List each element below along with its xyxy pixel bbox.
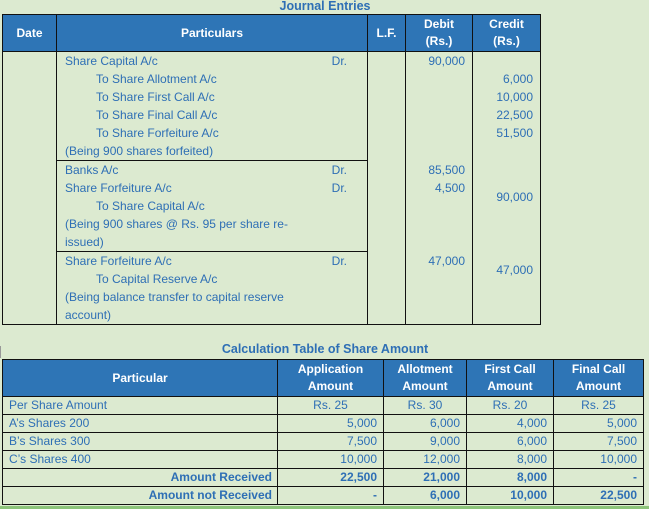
debit-amount: 4,500 (434, 180, 466, 195)
header-first-call (467, 360, 554, 397)
entry-line: Share Capital A/c (65, 54, 158, 68)
dr-label: Dr. (331, 54, 348, 68)
journal-table (2, 14, 541, 325)
debit-amount: 47,000 (428, 253, 466, 268)
entry-line: To Capital Reserve A/c (96, 272, 218, 286)
first-call-cell: 8,000 (467, 451, 554, 469)
header-credit-line1: Credit (489, 17, 524, 31)
allotment-cell: 9,000 (384, 433, 467, 451)
credit-cell (473, 161, 541, 252)
header-allotment (384, 360, 467, 397)
first-call-cell: 10,000 (467, 487, 554, 505)
entry-line: To Share Capital A/c (96, 199, 205, 213)
application-cell: 10,000 (278, 451, 384, 469)
first-call-cell: 4,000 (467, 415, 554, 433)
header-final-call-line2: Amount (575, 379, 622, 393)
table-row (3, 397, 644, 415)
journal-entry-2 (3, 161, 541, 252)
credit-amount: 47,000 (496, 262, 534, 277)
narration: account) (65, 308, 112, 322)
header-application (278, 360, 384, 397)
first-call-cell: 6,000 (467, 433, 554, 451)
debit-cell (406, 52, 473, 161)
first-call-cell: Rs. 20 (467, 397, 554, 415)
header-date: Date (3, 15, 57, 52)
header-particular: Particular (3, 360, 278, 397)
row-label: C’s Shares 400 (3, 451, 278, 469)
entry-line: To Share Forfeiture A/c (96, 126, 219, 140)
header-allotment-line2: Amount (402, 379, 448, 393)
entry-line: To Share Final Call A/c (96, 108, 218, 122)
row-label: A’s Shares 200 (3, 415, 278, 433)
dr-cell (328, 52, 368, 161)
entry-line: Share Forfeiture A/c (65, 181, 172, 195)
particulars-cell (57, 161, 328, 252)
header-final-call (554, 360, 644, 397)
credit-amount: 6,000 (502, 72, 534, 86)
row-label: Amount Received (3, 469, 278, 487)
dr-label: Dr. (331, 163, 348, 177)
dr-cell (328, 252, 368, 325)
table-row-total (3, 469, 644, 487)
journal-entry-3 (3, 252, 541, 325)
table-row (3, 451, 644, 469)
dr-cell (328, 161, 368, 252)
application-cell: 22,500 (278, 469, 384, 487)
narration: (Being 900 shares @ Rs. 95 per share re- (65, 217, 288, 231)
header-lf: L.F. (368, 15, 406, 52)
credit-cell (473, 252, 541, 325)
application-cell: Rs. 25 (278, 397, 384, 415)
debit-amount: 90,000 (428, 54, 466, 68)
header-final-call-line1: Final Call (571, 362, 626, 376)
calculation-table (2, 359, 644, 505)
allotment-cell: 21,000 (384, 469, 467, 487)
credit-amount: 22,500 (496, 108, 534, 122)
cell-corner-mark (0, 346, 3, 358)
header-debit-line2: (Rs.) (425, 34, 453, 48)
calc-header-row (3, 360, 644, 397)
final-call-cell: 7,500 (554, 433, 644, 451)
particulars-cell (57, 252, 328, 325)
entry-line: Share Forfeiture A/c (65, 254, 172, 268)
header-first-call-line1: First Call (484, 362, 536, 376)
application-cell: - (278, 487, 384, 505)
application-cell: 7,500 (278, 433, 384, 451)
entry-line: To Share First Call A/c (96, 90, 215, 104)
allotment-cell: 6,000 (384, 415, 467, 433)
header-particulars: Particulars (57, 15, 368, 52)
journal-title: Journal Entries (279, 0, 371, 13)
entry-line: To Share Allotment A/c (96, 72, 217, 86)
header-application-line2: Amount (307, 379, 354, 393)
debit-cell (406, 161, 473, 252)
table-row (3, 433, 644, 451)
header-first-call-line2: Amount (487, 379, 533, 393)
header-credit-line2: (Rs.) (493, 34, 520, 48)
debit-amount: 85,500 (428, 162, 466, 177)
application-cell: 5,000 (278, 415, 384, 433)
header-credit (473, 15, 541, 52)
narration: (Being balance transfer to capital reserve (65, 290, 284, 304)
header-debit (406, 15, 473, 52)
table-row-total (3, 487, 644, 505)
final-call-cell: 10,000 (554, 451, 644, 469)
journal-entry-1 (3, 52, 541, 161)
final-call-cell: - (554, 469, 644, 487)
credit-amount: 90,000 (496, 189, 534, 204)
lf-cell (368, 52, 406, 325)
allotment-cell: 12,000 (384, 451, 467, 469)
calc-title: Calculation Table of Share Amount (221, 342, 429, 356)
row-label: Amount not Received (3, 487, 278, 505)
row-label: B’s Shares 300 (3, 433, 278, 451)
table-row (3, 415, 644, 433)
header-allotment-line1: Allotment (397, 362, 453, 376)
allotment-cell: Rs. 30 (384, 397, 467, 415)
narration: issued) (65, 235, 104, 249)
date-cell (3, 52, 57, 325)
allotment-cell: 6,000 (384, 487, 467, 505)
credit-amount: 10,000 (496, 90, 534, 104)
dr-label: Dr. (331, 181, 348, 195)
first-call-cell: 8,000 (467, 469, 554, 487)
header-application-line1: Application (297, 362, 364, 376)
credit-cell (473, 52, 541, 161)
entry-line: Banks A/c (65, 163, 119, 177)
row-label: Per Share Amount (3, 397, 278, 415)
final-call-cell: Rs. 25 (554, 397, 644, 415)
journal-header-row (3, 15, 541, 52)
particulars-cell (57, 52, 328, 161)
dr-label: Dr. (331, 254, 348, 268)
credit-amount: 51,500 (496, 126, 534, 140)
final-call-cell: 5,000 (554, 415, 644, 433)
narration: (Being 900 shares forfeited) (65, 144, 214, 158)
final-call-cell: 22,500 (554, 487, 644, 505)
debit-cell (406, 252, 473, 325)
header-debit-line1: Debit (424, 17, 455, 31)
